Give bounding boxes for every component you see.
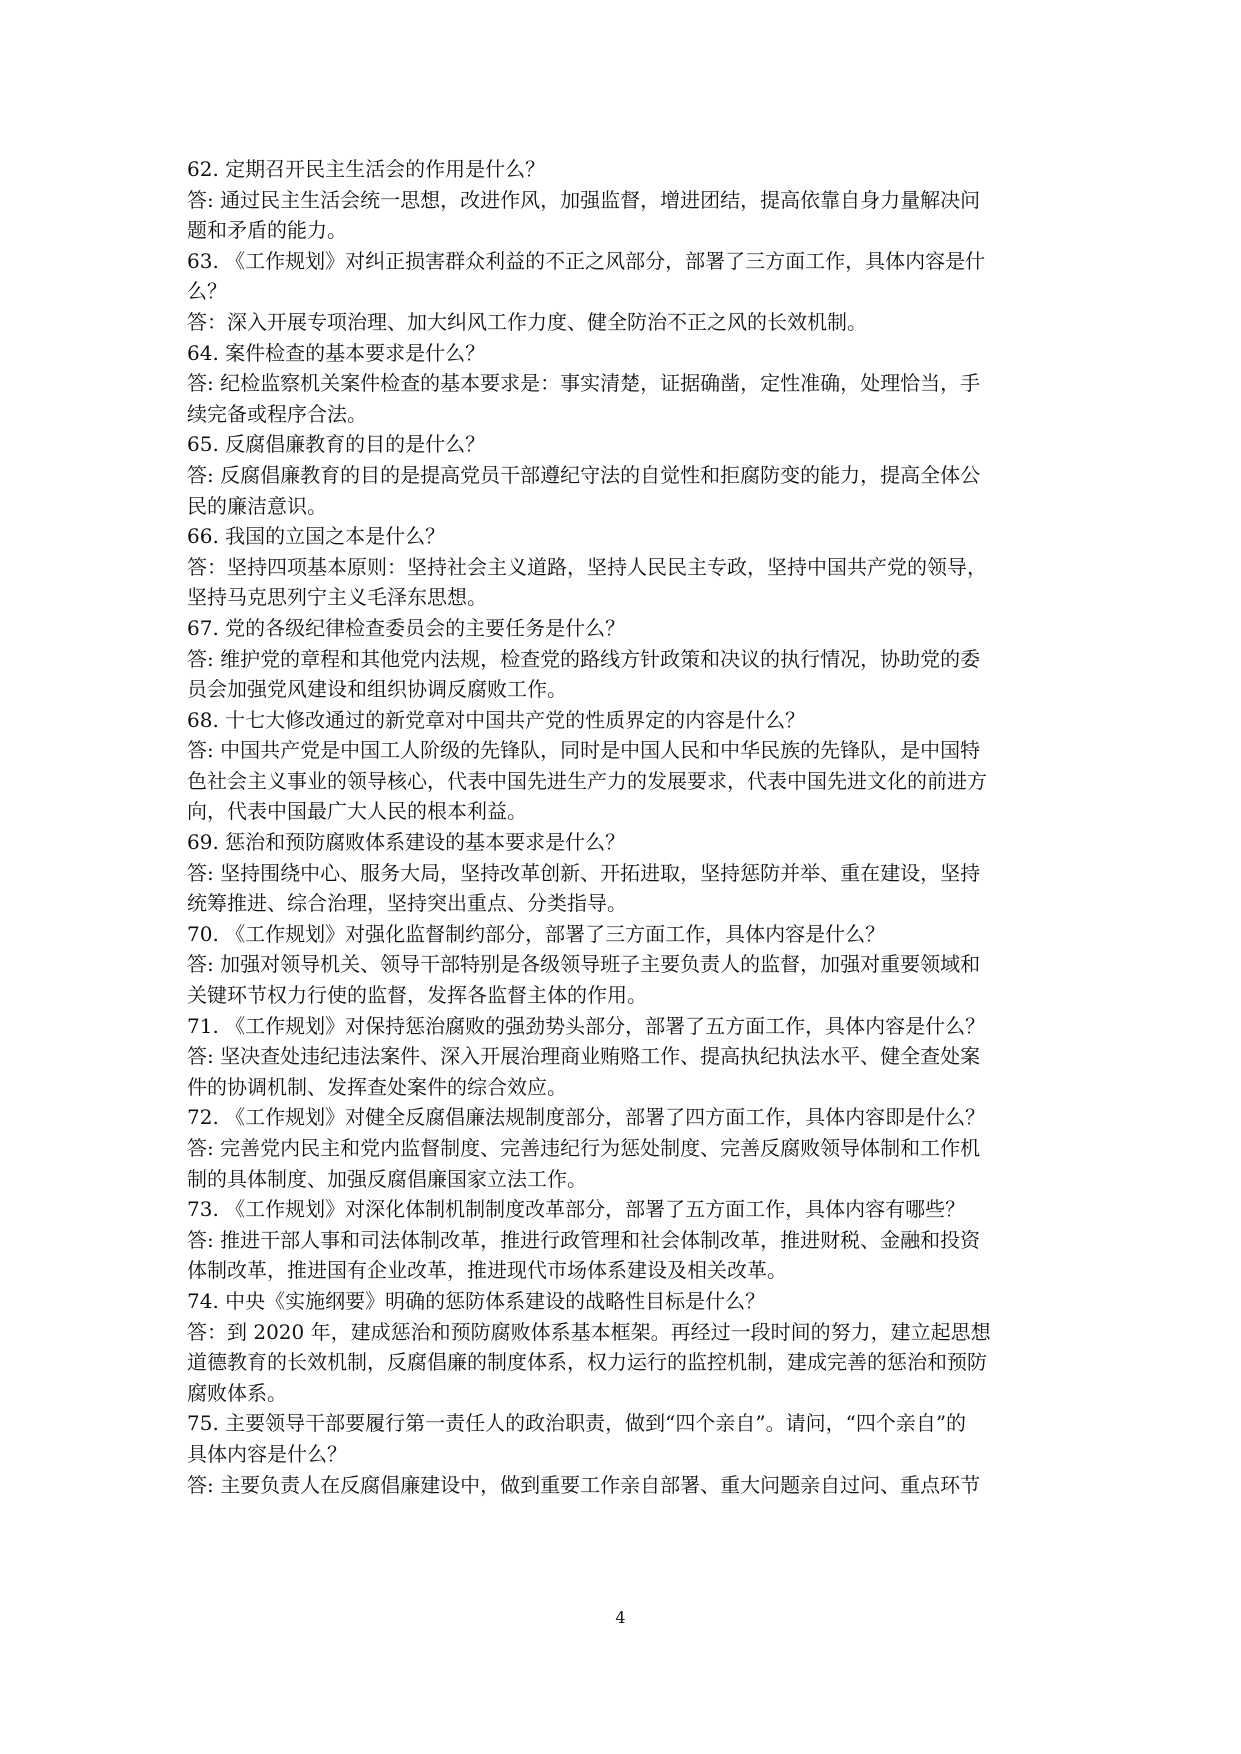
question-69: 69. 惩治和预防腐败体系建设的基本要求是什么？ xyxy=(187,830,626,855)
answer-68-cont: 色社会主义事业的领导核心，代表中国先进生产力的发展要求，代表中国先进文化的前进方 xyxy=(187,768,987,793)
answer-69-cont: 统筹推进、综合治理，坚持突出重点、分类指导。 xyxy=(187,891,627,916)
answer-62: 答: 通过民主生活会统一思想，改进作风，加强监督，增进团结，提高依靠自身力量解决问 xyxy=(187,187,981,212)
answer-72-cont: 制的具体制度、加强反腐倡廉国家立法工作。 xyxy=(187,1166,587,1191)
answer-73-cont: 体制改革，推进国有企业改革，推进现代市场体系建设及相关改革。 xyxy=(187,1258,787,1283)
question-63: 63. 《工作规划》对纠正损害群众利益的不正之风部分，部署了三方面工作，具体内容是什 xyxy=(187,248,986,273)
question-68: 68. 十七大修改通过的新党章对中国共产党的性质界定的内容是什么？ xyxy=(187,707,806,732)
answer-67-cont: 员会加强党风建设和组织协调反腐败工作。 xyxy=(187,677,567,702)
answer-74-cont: 道德教育的长效机制，反腐倡廉的制度体系，权力运行的监控机制，建成完善的惩治和预防 xyxy=(187,1350,987,1375)
question-63-cont: 么？ xyxy=(187,279,227,304)
question-74: 74. 中央《实施纲要》明确的惩防体系建设的战略性目标是什么？ xyxy=(187,1288,766,1313)
page-number: 4 xyxy=(615,1608,626,1627)
answer-65: 答: 反腐倡廉教育的目的是提高党员干部遵纪守法的自觉性和拒腐防变的能力，提高全体公 xyxy=(187,462,981,487)
answer-71-cont: 件的协调机制、发挥查处案件的综合效应。 xyxy=(187,1074,567,1099)
question-62: 62. 定期召开民主生活会的作用是什么？ xyxy=(187,157,546,181)
question-75-cont: 具体内容是什么？ xyxy=(187,1441,347,1466)
question-66: 66. 我国的立国之本是什么？ xyxy=(187,524,446,549)
document-body xyxy=(187,154,1057,1500)
question-72: 72. 《工作规划》对健全反腐倡廉法规制度部分，部署了四方面工作，具体内容即是什么？ xyxy=(187,1105,986,1130)
question-73: 73. 《工作规划》对深化体制机制制度改革部分，部署了五方面工作，具体内容有哪些？ xyxy=(187,1197,966,1222)
question-75: 75. 主要领导干部要履行第一责任人的政治职责，做到“四个亲自”。请问，“四个亲自”的 xyxy=(187,1411,967,1436)
answer-64-cont: 续完备或程序合法。 xyxy=(187,401,367,426)
answer-74-cont: 腐败体系。 xyxy=(187,1380,287,1405)
answer-66-cont: 坚持马克思列宁主义毛泽东思想。 xyxy=(187,585,487,610)
answer-67: 答: 维护党的章程和其他党内法规，检查党的路线方针政策和决议的执行情况，协助党的委 xyxy=(187,646,981,671)
question-65: 65. 反腐倡廉教育的目的是什么？ xyxy=(187,432,486,457)
answer-73: 答: 推进干部人事和司法体制改革，推进行政管理和社会体制改革，推进财税、金融和投资 xyxy=(187,1227,981,1252)
answer-70-cont: 关键环节权力行使的监督，发挥各监督主体的作用。 xyxy=(187,983,647,1008)
answer-65-cont: 民的廉洁意识。 xyxy=(187,493,327,518)
answer-75: 答: 主要负责人在反腐倡廉建设中，做到重要工作亲自部署、重大问题亲自过问、重点环节 xyxy=(187,1472,981,1497)
answer-69: 答: 坚持围绕中心、服务大局，坚持改革创新、开拓进取，坚持惩防并举、重在建设，坚持 xyxy=(187,860,981,885)
answer-68: 答: 中国共产党是中国工人阶级的先锋队，同时是中国人民和中华民族的先锋队，是中国特 xyxy=(187,738,981,763)
answer-71: 答: 坚决查处违纪违法案件、深入开展治理商业贿赂工作、提高执纪执法水平、健全查处案 xyxy=(187,1044,981,1069)
answer-62-cont: 题和矛盾的能力。 xyxy=(187,218,347,243)
question-71: 71. 《工作规划》对保持惩治腐败的强劲势头部分，部署了五方面工作，具体内容是什么？ xyxy=(187,1013,986,1038)
answer-63: 答：深入开展专项治理、加大纠风工作力度、健全防治不正之风的长效机制。 xyxy=(187,309,867,334)
answer-66: 答：坚持四项基本原则：坚持社会主义道路，坚持人民民主专政，坚持中国共产党的领导， xyxy=(187,554,987,579)
answer-74: 答：到 2020 年，建成惩治和预防腐败体系基本框架。再经过一段时间的努力，建立起思想 xyxy=(187,1319,991,1344)
answer-70: 答: 加强对领导机关、领导干部特别是各级领导班子主要负责人的监督，加强对重要领域和 xyxy=(187,952,981,977)
question-64: 64. 案件检查的基本要求是什么？ xyxy=(187,340,486,365)
answer-64: 答: 纪检监察机关案件检查的基本要求是：事实清楚，证据确凿，定性准确，处理恰当，手 xyxy=(187,371,981,396)
answer-72: 答: 完善党内民主和党内监督制度、完善违纪行为惩处制度、完善反腐败领导体制和工作机 xyxy=(187,1136,981,1160)
question-67: 67. 党的各级纪律检查委员会的主要任务是什么？ xyxy=(187,615,626,640)
question-70: 70. 《工作规划》对强化监督制约部分，部署了三方面工作，具体内容是什么？ xyxy=(187,921,886,946)
answer-68-cont: 向，代表中国最广大人民的根本利益。 xyxy=(187,799,527,824)
